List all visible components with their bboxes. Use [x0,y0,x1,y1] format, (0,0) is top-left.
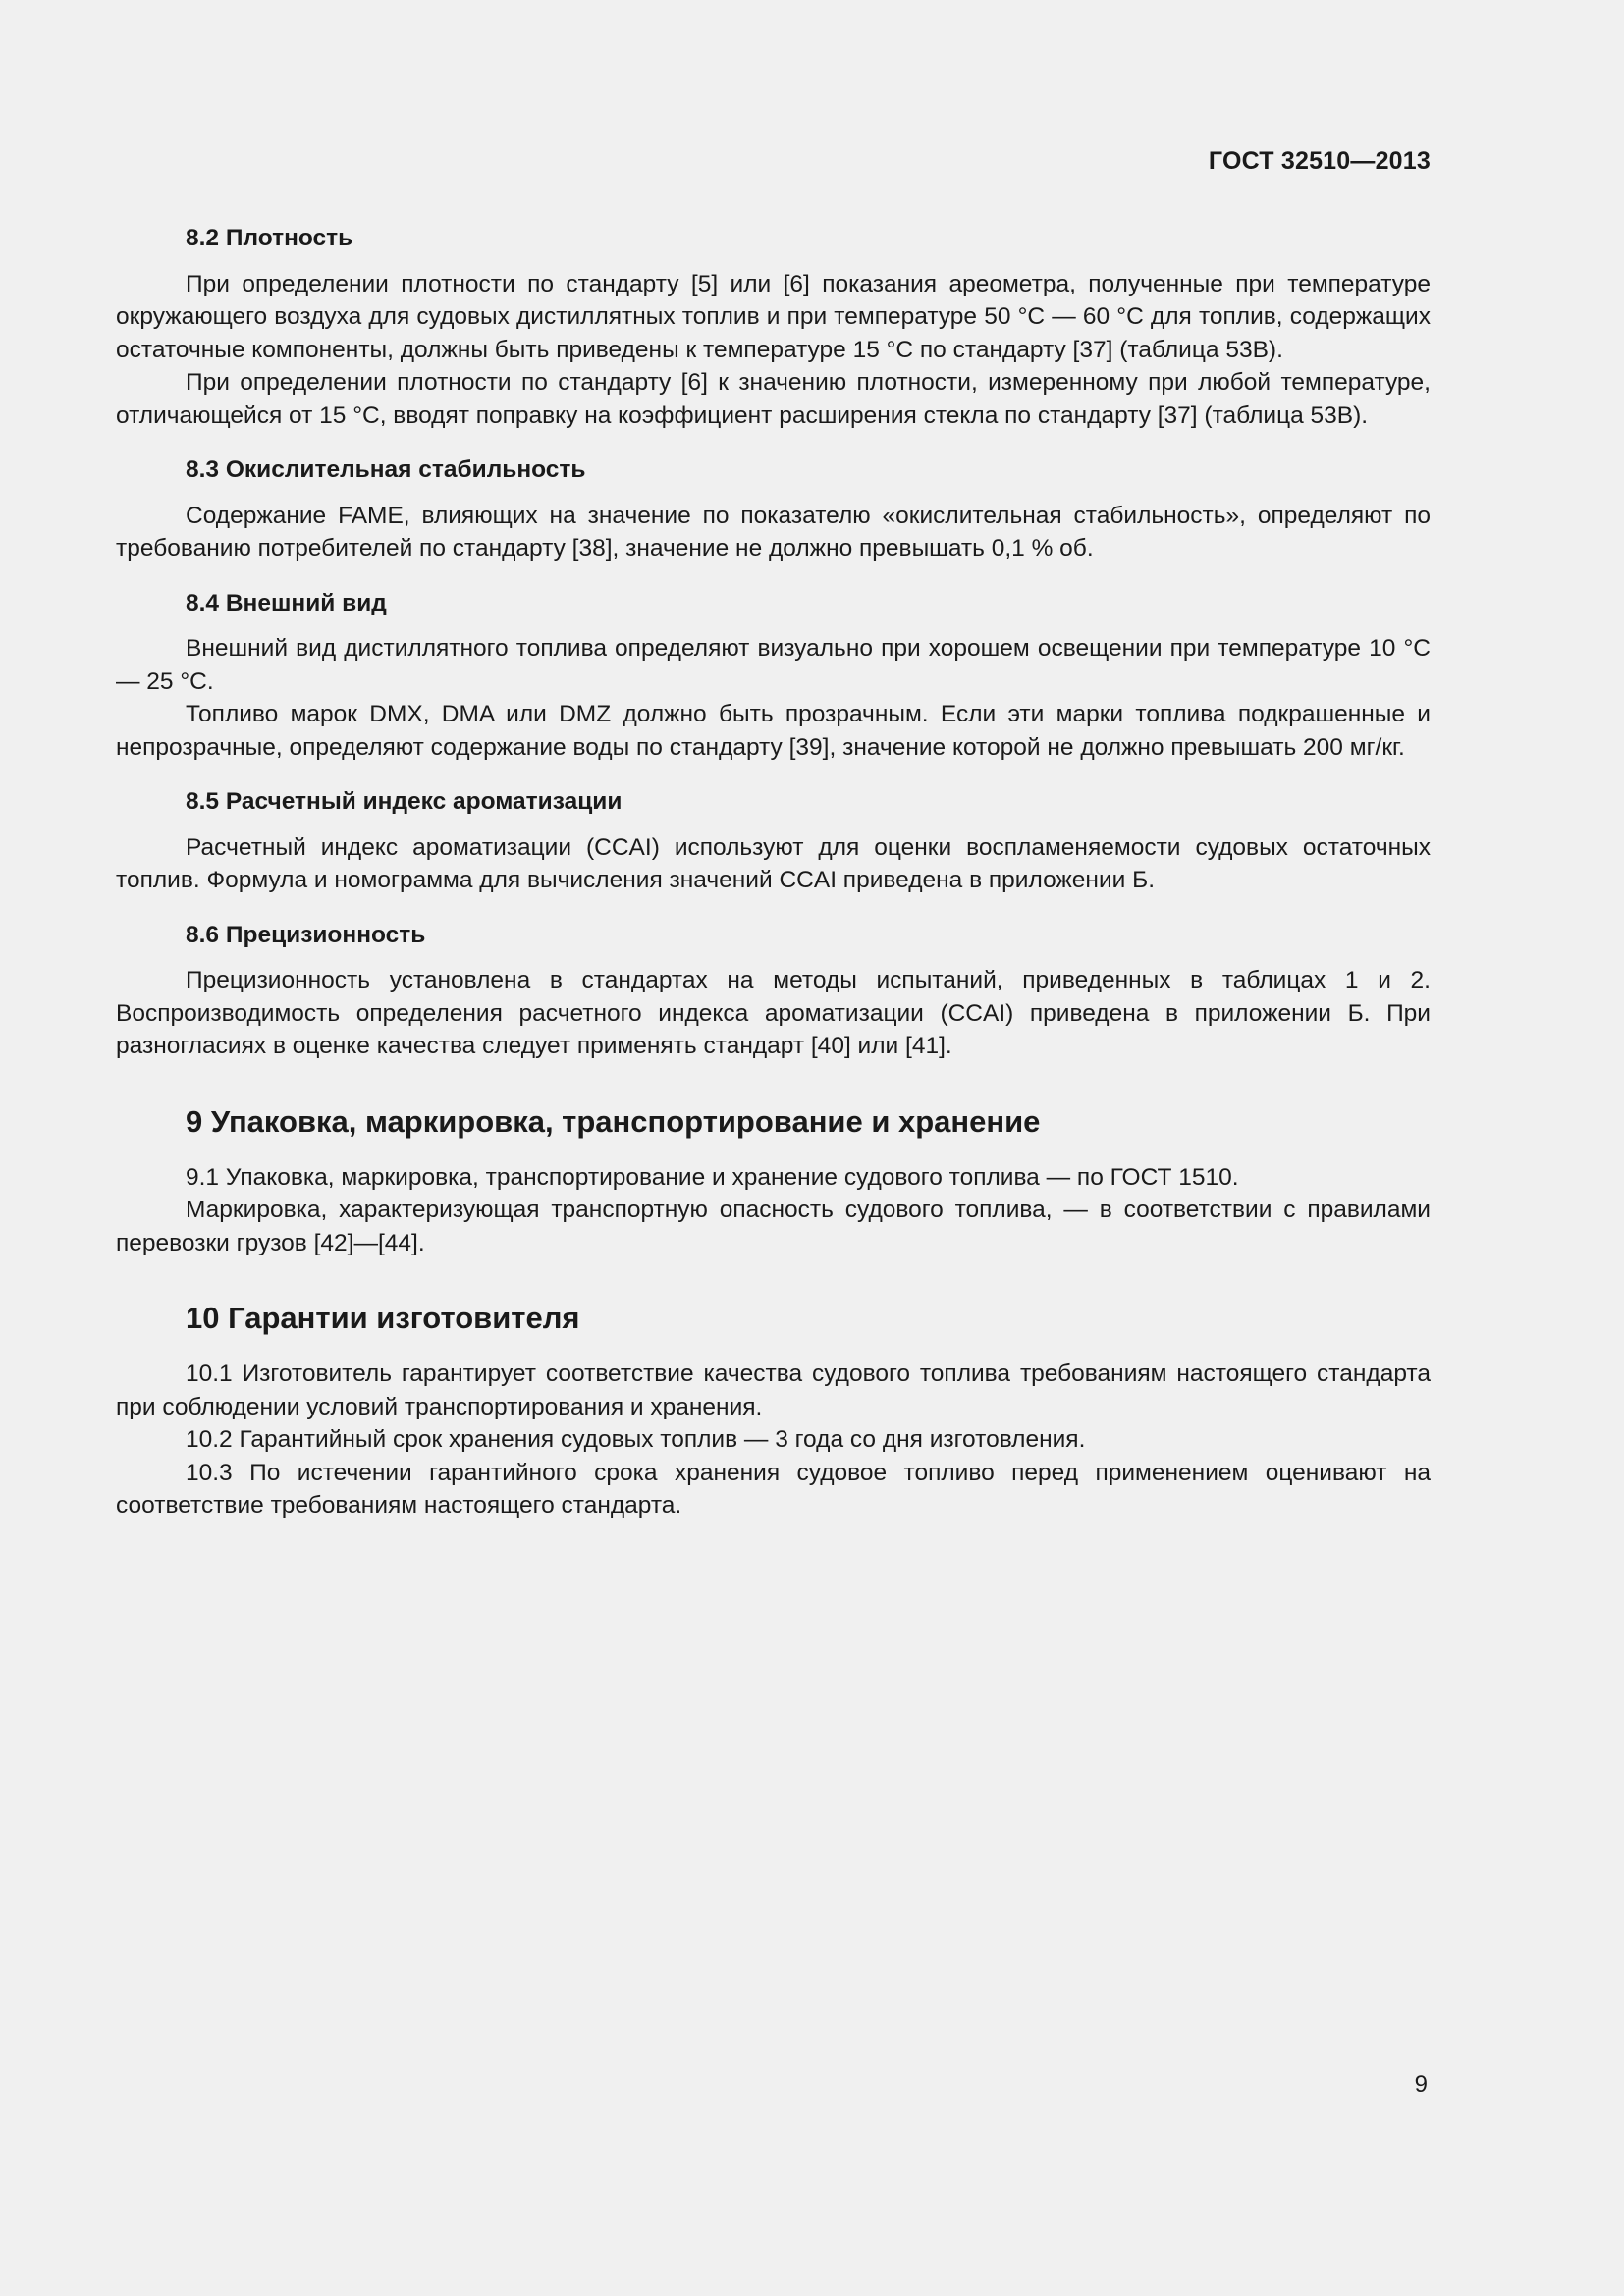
section-title: 8.2 Плотность [186,225,353,251]
chapter-9 [116,1102,1431,1260]
section-title: 8.4 Внешний вид [186,589,387,616]
section-8-5 [116,785,1431,897]
paragraph: Внешний вид дистиллятного топлива определяют визуально при хорошем освещении при температуре 10 °С — 25 °С. [116,635,1431,695]
section-8-3 [116,454,1431,565]
section-8-6 [116,919,1431,1063]
section-title: 8.5 Расчетный индекс ароматизации [186,788,623,815]
paragraph: 10.2 Гарантийный срок хранения судовых топлив — 3 года со дня изготовления. [186,1426,1086,1453]
paragraph: 10.1 Изготовитель гарантирует соответствие качества судового топлива требованиям настоящего стандарта при соблюдении условий транспортирования и хранения. [116,1361,1431,1420]
paragraph: 10.3 По истечении гарантийного срока хранения судовое топливо перед применением оценивают на соответствие требованиям настоящего стандарта. [116,1459,1431,1519]
chapter-10 [116,1299,1431,1522]
document-body [116,222,1431,1522]
paragraph: Содержание FAME, влияющих на значение по показателю «окислительная стабильность», определяют по требованию потребителей по стандарту [38], значение не должно превышать 0,1 % об. [116,502,1431,561]
section-8-4 [116,587,1431,765]
paragraph: Маркировка, характеризующая транспортную опасность судового топлива, — в соответствии с правилами перевозки грузов [42]—[44]. [116,1197,1431,1256]
chapter-title: 9 Упаковка, маркировка, транспортирование и хранение [186,1103,1041,1139]
page-number: 9 [1414,2071,1428,2098]
paragraph: Топливо марок DMX, DMA или DMZ должно быть прозрачным. Если эти марки топлива подкрашенные и непрозрачные, определяют содержание воды по стандарту [39], значение которой не должно превышать 200 мг/кг. [116,701,1431,761]
section-8-2 [116,222,1431,432]
paragraph: При определении плотности по стандарту [5] или [6] показания ареометра, полученные при температуре окружающего воздуха для судовых дистиллятных топлив и при температуре 50 °С — 60 °С для топлив, содержащих остаточные компоненты, должны быть приведены к температуре 15 °С по стандарту [37] (таблица 53В). [116,270,1431,363]
chapter-title: 10 Гарантии изготовителя [186,1301,580,1335]
paragraph: 9.1 Упаковка, маркировка, транспортирование и хранение судового топлива — по ГОСТ 1510. [186,1163,1239,1191]
document-header-id: ГОСТ 32510—2013 [1208,147,1431,175]
section-title: 8.6 Прецизионность [186,921,426,948]
paragraph: При определении плотности по стандарту [6] к значению плотности, измеренному при любой температуре, отличающейся от 15 °С, вводят поправку на коэффициент расширения стекла по стандарту [37] (таблица 53В). [116,369,1431,429]
paragraph: Прецизионность установлена в стандартах на методы испытаний, приведенных в таблицах 1 и 2. Воспроизводимость определения расчетного индекса ароматизации (CCAI) приведена в приложении Б. При разногласиях в оценке качества следует применять стандарт [40] или [41]. [116,967,1431,1059]
section-title: 8.3 Окислительная стабильность [186,456,586,483]
paragraph: Расчетный индекс ароматизации (CCAI) используют для оценки воспламеняемости судовых остаточных топлив. Формула и номограмма для вычисления значений CCAI приведена в приложении Б. [116,833,1431,893]
